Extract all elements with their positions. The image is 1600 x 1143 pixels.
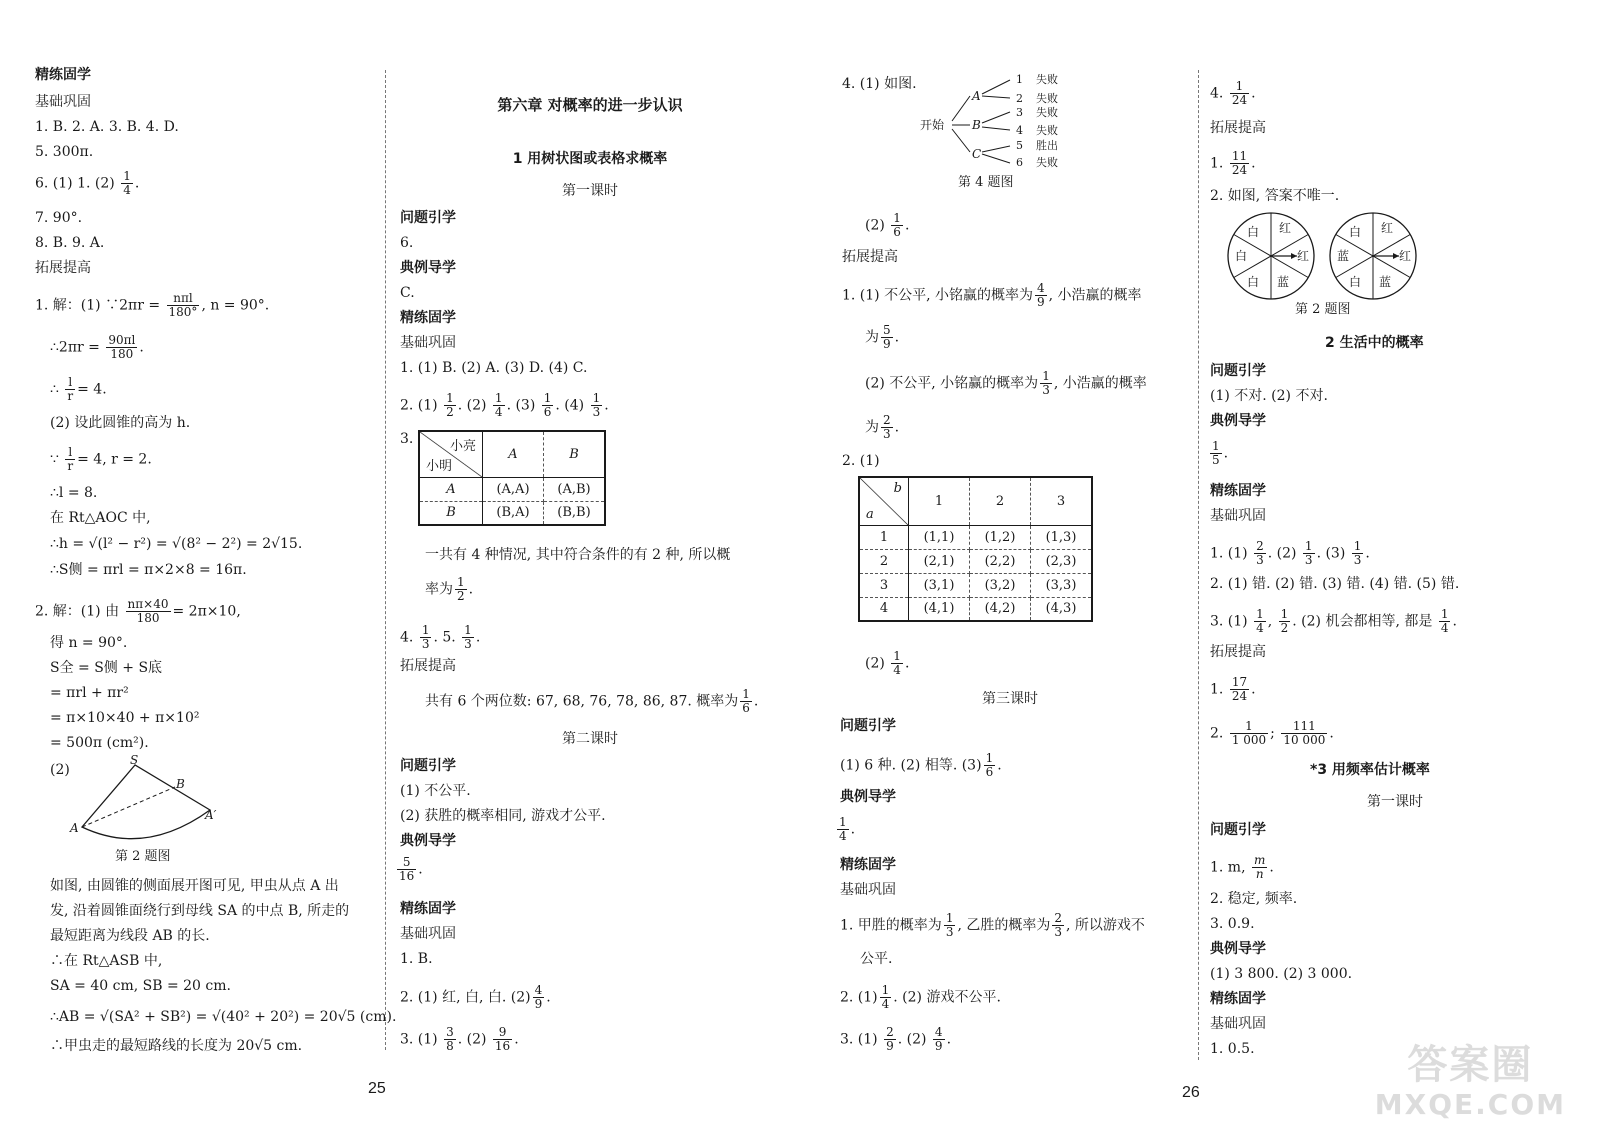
label-a-prime: A′ — [205, 808, 217, 822]
table-cell: 4 — [859, 597, 909, 621]
heading-jlgx: 精练固学 — [400, 310, 456, 326]
table-cell: (3,3) — [1031, 573, 1093, 597]
table-header-cell: 3 — [1031, 477, 1093, 525]
table-cell: (1,2) — [970, 525, 1031, 549]
answer-line: 1. B. — [400, 951, 433, 967]
fraction: $\frac{17}{24}$ — [1231, 675, 1248, 703]
table-cell: (2,2) — [970, 549, 1031, 573]
table-cell: 3 — [859, 573, 909, 597]
answer-line: 1. (1) 不公平, 小铭赢的概率为 $\frac{4}{9}$ , 小浩赢的概率 — [842, 281, 1142, 309]
label-b: B — [176, 777, 185, 791]
fraction: $\frac{1}{3}$ — [1042, 369, 1050, 397]
tree-leaf-number: 5 — [1016, 139, 1023, 152]
heading-dlds: 典例导学 — [400, 260, 456, 276]
fraction: $\frac{1}{2}$ — [457, 575, 465, 603]
figure-caption: 第 2 题图 — [1295, 302, 1351, 317]
table-cell: (4,1) — [909, 597, 970, 621]
tree-leaf-result: 失败 — [1036, 106, 1058, 119]
answer-line: 1. 甲胜的概率为 $\frac{1}{3}$ , 乙胜的概率为 $\frac{2}{3}$ , 所以游戏不 — [840, 911, 1145, 939]
heading-jlgx: 精练固学 — [1210, 483, 1266, 499]
fraction: $\frac{2}{3}$ — [1054, 911, 1062, 939]
answer-line: 4. (1) 如图. — [842, 76, 917, 92]
solution-line: 2. 解：(1) 由 $\frac{n\pi\times 40}{180}$ = 2π×10, — [35, 597, 241, 625]
paragraph-line: ∴在 Rt△ASB 中, — [50, 953, 163, 969]
answer-line: 为 $\frac{2}{3}$ . — [865, 413, 900, 441]
heading-jlgx: 精练固学 — [35, 67, 91, 83]
answer-line: (1) 3 800. (2) 3 000. — [1210, 966, 1353, 982]
answer-line: (1) 不对. (2) 不对. — [1210, 388, 1328, 404]
label-s: S — [130, 755, 139, 767]
fraction: $\frac{1}{2}$ — [1280, 607, 1289, 635]
fraction: $\frac{n\pi\times 40}{180}$ — [127, 597, 169, 625]
solution-line: (2) 设此圆锥的高为 h. — [50, 415, 191, 431]
column-2 — [390, 0, 790, 1100]
table-cell: 1 — [859, 525, 909, 549]
answer-line: 7. 90°. — [35, 210, 83, 226]
fraction: $\frac{1}{1 000}$ — [1231, 719, 1267, 747]
solution-line: = πrl + πr² — [50, 685, 129, 701]
solution-line: ∴ $\frac{l}{r}$ = 4. — [50, 375, 107, 403]
table-header-cell: 2 — [970, 477, 1031, 525]
tree-node-b: B — [972, 118, 981, 132]
table-row — [859, 525, 1092, 549]
column-4 — [1205, 0, 1585, 1100]
paragraph-line: 发, 沿着圆锥面绕行到母线 SA 的中点 B, 所走的 — [50, 903, 350, 919]
answer-line: 3. (1) $\frac{3}{8}$ . (2) $\frac{9}{16}$ . — [400, 1025, 519, 1053]
answer-line: (1) 不公平. — [400, 783, 471, 799]
solution-line: ∴2πr = $\frac{90\pi l}{180}$ . — [50, 333, 144, 361]
fraction: $\frac{4}{9}$ — [934, 1025, 943, 1053]
fraction: $\frac{1}{24}$ — [1231, 79, 1248, 107]
solution-line: ∵ $\frac{l}{r}$ = 4, r = 2. — [50, 445, 152, 473]
fraction: $\frac{1}{5}$ — [1212, 439, 1220, 467]
tree-node-a: A — [972, 89, 981, 103]
fraction: $\frac{2}{3}$ — [1256, 539, 1264, 567]
fraction: $\frac{2}{3}$ — [883, 413, 891, 441]
tree-leaf-number: 4 — [1016, 124, 1023, 137]
spinner-sector-label: 红 — [1297, 249, 1310, 263]
heading-wtyx: 问题引学 — [840, 718, 896, 734]
fraction: $\frac{1}{6}$ — [893, 211, 901, 239]
answer-line: 3. (1) $\frac{2}{9}$ . (2) $\frac{4}{9}$ . — [840, 1025, 952, 1053]
answer-line: 2. (1) $\frac{1}{2}$ . (2) $\frac{1}{4}$ . (3) $\frac{1}{6}$ . (4) $\frac{1}{3}$ . — [400, 391, 609, 419]
column-1 — [0, 0, 397, 1100]
spinner-sector-label: 红 — [1381, 221, 1394, 235]
fraction: $\frac{1}{4}$ — [494, 391, 503, 419]
fraction: $\frac{1}{3}$ — [1353, 539, 1362, 567]
solution-line: 得 n = 90°. — [50, 635, 128, 651]
spinner-left — [1225, 210, 1317, 302]
answer-line: 1. $\frac{17}{24}$ . — [1210, 675, 1256, 703]
answer-line: 共有 6 个两位数: 67, 68, 76, 78, 86, 87. 概率为 $\frac{1}{6}$ . — [425, 687, 759, 715]
fraction: $\frac{90\pi l}{180}$ — [108, 333, 136, 361]
column-divider — [385, 70, 386, 1050]
fraction: $\frac{1}{6}$ — [742, 687, 750, 715]
answer-line: $\frac{1}{5}$ . — [1212, 439, 1229, 467]
spinner-sector-label: 白 — [1349, 275, 1362, 289]
tree-leaf-result: 失败 — [1036, 156, 1058, 169]
heading-jlgx: 精练固学 — [400, 901, 456, 917]
table-cell: (A,A) — [483, 477, 544, 501]
table-row — [419, 431, 605, 477]
heading-wtyx: 问题引学 — [400, 210, 456, 226]
heading-jlgx: 精练固学 — [1210, 991, 1266, 1007]
answer-line: 2. (1) — [842, 453, 880, 469]
lesson-title: 第一课时 — [1367, 794, 1423, 810]
table-cell: (B,A) — [483, 501, 544, 525]
spinner-sector-label: 白 — [1247, 225, 1260, 239]
table-row — [859, 573, 1092, 597]
tree-leaf-number: 3 — [1016, 106, 1023, 119]
dashed-segment-ab — [82, 787, 175, 827]
heading-jcgg: 基础巩固 — [1210, 1016, 1266, 1032]
table-cell: B — [419, 501, 483, 525]
fraction: $\frac{2}{9}$ — [886, 1025, 894, 1053]
watermark — [1374, 1042, 1566, 1125]
answer-line: 5. 300π. — [35, 144, 94, 160]
answer-line: 4. $\frac{1}{24}$ . — [1210, 79, 1256, 107]
fraction: $\frac{11}{24}$ — [1231, 149, 1248, 177]
paragraph-line: 如图, 由圆锥的侧面展开图可见, 甲虫从点 A 出 — [50, 878, 339, 894]
heading-wtyx: 问题引学 — [1210, 363, 1266, 379]
solution-line: = π×10×40 + π×10² — [50, 710, 200, 726]
heading-tzts: 拓展提高 — [842, 249, 898, 265]
fraction: $\frac{1}{4}$ — [839, 815, 847, 843]
tree-leaf-number: 1 — [1016, 73, 1023, 86]
answer-line: (2) $\frac{1}{4}$ . — [865, 649, 910, 677]
tree-leaf-number: 2 — [1016, 92, 1023, 105]
column-3 — [830, 0, 1190, 1100]
answer-line: 3. (1) $\frac{1}{4}$ , $\frac{1}{2}$ . (2) 机会都相等, 都是 $\frac{1}{4}$ . — [1210, 607, 1457, 635]
solution-line: ∴l = 8. — [50, 485, 98, 501]
table-cell: (2,1) — [909, 549, 970, 573]
answer-line: (2) 不公平, 小铭赢的概率为 $\frac{1}{3}$ , 小浩赢的概率 — [865, 369, 1147, 397]
column-divider — [1198, 70, 1199, 1060]
tree-start-label: 开始 — [920, 118, 945, 132]
table-row — [859, 549, 1092, 573]
answer-line: 2. 如图, 答案不唯一. — [1210, 188, 1340, 204]
fraction: $\frac{1}{2}$ — [446, 391, 454, 419]
page-number-right: 26 — [1182, 1084, 1200, 1101]
tree-leaf-result: 胜出 — [1036, 139, 1058, 152]
heading-dlds: 典例导学 — [1210, 941, 1266, 957]
watermark-logo-text: 答案圈 — [1407, 1042, 1534, 1088]
tree-leaf-result: 失败 — [1036, 92, 1058, 105]
spinner-sector-label: 红 — [1279, 221, 1292, 235]
heading-jcgg: 基础巩固 — [400, 926, 456, 942]
fraction: $\frac{1}{4}$ — [1440, 607, 1449, 635]
answer-line: 8. B. 9. A. — [35, 235, 105, 251]
heading-jcgg: 基础巩固 — [35, 94, 91, 110]
solution-line: 1. 解：(1) ∵2πr = $\frac{\text{nπl}}{180^\circ}$ , n = 90°. — [35, 291, 270, 319]
fraction: $\frac{1}{4}$ — [123, 169, 131, 197]
fraction: $\frac{4}{9}$ — [534, 983, 543, 1011]
answer-line: 1. (1) $\frac{2}{3}$ . (2) $\frac{1}{3}$ . (3) $\frac{1}{3}$ . — [1210, 539, 1370, 567]
tree-diagram — [920, 70, 1120, 174]
heading-wtyx: 问题引学 — [1210, 822, 1266, 838]
figure-caption: 第 2 题图 — [115, 849, 171, 864]
heading-tzts: 拓展提高 — [1210, 120, 1266, 136]
table-row — [859, 597, 1092, 621]
fraction: $\frac{l}{r}$ — [67, 445, 74, 473]
spinner-sector-label: 白 — [1235, 249, 1248, 263]
solution-line: (2) — [50, 762, 70, 778]
lesson-title: 第一课时 — [562, 183, 618, 199]
fraction: $\frac{1}{3}$ — [1304, 539, 1313, 567]
answer-line: 6. — [400, 235, 414, 251]
table-header-cell: B — [544, 431, 606, 477]
fraction: $\frac{1}{3}$ — [945, 911, 954, 939]
answer-line: 3. — [400, 431, 414, 447]
heading-dlds: 典例导学 — [400, 833, 456, 849]
fraction: $\frac{5}{9}$ — [883, 323, 891, 351]
fraction: $\frac{m}{n}$ — [1254, 853, 1266, 881]
paragraph-line: ∴甲虫走的最短路线的长度为 20√5 cm. — [50, 1038, 303, 1054]
lesson-title: 第三课时 — [982, 691, 1038, 707]
paragraph-line: SA = 40 cm, SB = 20 cm. — [50, 978, 231, 994]
figure-caption: 第 4 题图 — [958, 175, 1014, 190]
fraction: $\frac{1}{4}$ — [893, 649, 901, 677]
page-number-left: 25 — [368, 1080, 386, 1097]
answer-line: $\frac{5}{16}$ . — [399, 855, 423, 883]
section-title: 2 生活中的概率 — [1325, 335, 1424, 351]
table-cell: (3,2) — [970, 573, 1031, 597]
fraction: $\frac{5}{16}$ — [399, 855, 415, 883]
fraction: $\frac{111}{10 000}$ — [1283, 719, 1326, 747]
answer-line: 1. B. 2. A. 3. B. 4. D. — [35, 119, 179, 135]
spinner-sector-label: 蓝 — [1337, 249, 1350, 263]
table-header-cell: 1 — [909, 477, 970, 525]
answer-line: 为 $\frac{5}{9}$ . — [865, 323, 900, 351]
answer-line: 1. $\frac{11}{24}$ . — [1210, 149, 1256, 177]
answer-line: 1. (1) B. (2) A. (3) D. (4) C. — [400, 360, 588, 376]
answer-line: 6. (1) 1. (2) $\frac{1}{4}$ . — [35, 169, 140, 197]
answer-line: 2. 稳定, 频率. — [1210, 891, 1298, 907]
heading-dlds: 典例导学 — [1210, 413, 1266, 429]
answer-line: 2. (1) 错. (2) 错. (3) 错. (4) 错. (5) 错. — [1210, 576, 1460, 592]
chapter-title: 第六章 对概率的进一步认识 — [497, 96, 683, 114]
fraction: $\frac{1}{4}$ — [881, 983, 890, 1011]
table-cell: (1,1) — [909, 525, 970, 549]
fraction: $\frac{1}{4}$ — [1256, 607, 1264, 635]
paragraph-line: 率为 $\frac{1}{2}$ . — [425, 575, 474, 603]
answer-line: 3. 0.9. — [1210, 916, 1255, 932]
heading-jcgg: 基础巩固 — [1210, 508, 1266, 524]
answer-line: 2. (1) $\frac{1}{4}$ . (2) 游戏不公平. — [840, 983, 1001, 1011]
label-a: A — [70, 821, 79, 835]
solution-line: ∴h = √(l² − r²) = √(8² − 2²) = 2√15. — [50, 536, 303, 552]
tree-leaf-result: 失败 — [1036, 124, 1058, 137]
answer-line: 公平. — [860, 951, 893, 967]
fraction: $\frac{9}{16}$ — [494, 1025, 511, 1053]
outcome-table — [858, 476, 1093, 622]
fraction: $\frac{1}{6}$ — [543, 391, 552, 419]
table-cell: (4,3) — [1031, 597, 1093, 621]
fraction: $\frac{3}{8}$ — [446, 1025, 454, 1053]
table-row — [419, 477, 605, 501]
answer-line: (1) 6 种. (2) 相等. (3) $\frac{1}{6}$ . — [840, 751, 1002, 779]
solution-line: S全 = S侧 + S底 — [50, 660, 163, 676]
answer-line: (2) 获胜的概率相同, 游戏才公平. — [400, 808, 606, 824]
table-cell: 2 — [859, 549, 909, 573]
fraction: $\frac{l}{r}$ — [67, 375, 74, 403]
lesson-title: 第二课时 — [562, 731, 618, 747]
spinner-sector-label: 白 — [1349, 225, 1362, 239]
fraction: $\frac{1}{6}$ — [985, 751, 994, 779]
answer-line: 2. (1) 红, 白, 白. (2) $\frac{4}{9}$ . — [400, 983, 551, 1011]
heading-tzts: 拓展提高 — [35, 260, 91, 276]
solution-line: ∴S侧 = πrl = π×2×8 = 16π. — [50, 562, 247, 578]
spinner-sector-label: 白 — [1247, 275, 1260, 289]
table-header-cell: A — [483, 431, 544, 477]
sector-outline — [82, 765, 210, 839]
table-cell: (3,1) — [909, 573, 970, 597]
spinner-sector-label: 蓝 — [1277, 275, 1290, 289]
fraction: $\frac{\text{nπl}}{180^\circ}$ — [168, 291, 198, 319]
heading-jcgg: 基础巩固 — [840, 882, 896, 898]
heading-tzts: 拓展提高 — [400, 658, 456, 674]
spinner-right — [1327, 210, 1419, 302]
spinner-sector-label: 蓝 — [1379, 275, 1392, 289]
table-cell: (A,B) — [544, 477, 606, 501]
table-cell: (4,2) — [970, 597, 1031, 621]
fraction: $\frac{1}{3}$ — [592, 391, 601, 419]
table-corner-cell: 小亮 小明 — [419, 431, 483, 477]
table-cell: (1,3) — [1031, 525, 1093, 549]
answer-line: $\frac{1}{4}$ . — [839, 815, 856, 843]
table-cell: A — [419, 477, 483, 501]
heading-dlds: 典例导学 — [840, 789, 896, 805]
table-corner-cell: b a — [859, 477, 909, 525]
answer-line: 1. 0.5. — [1210, 1041, 1255, 1057]
answer-line: (2) $\frac{1}{6}$ . — [865, 211, 910, 239]
tree-leaf-result: 失败 — [1036, 73, 1058, 86]
cone-unfold-figure — [60, 755, 230, 850]
answer-line: 2. $\frac{1}{1 000}$ ; $\frac{111}{10 000}$ . — [1210, 719, 1334, 747]
solution-line: = 500π (cm²). — [50, 735, 149, 751]
table-row — [859, 477, 1092, 525]
table-row — [419, 501, 605, 525]
section-title: 1 用树状图或表格求概率 — [512, 151, 668, 167]
outcome-table — [418, 430, 606, 526]
answer-line: 4. $\frac{1}{3}$ . 5. $\frac{1}{3}$ . — [400, 623, 481, 651]
spinner-sector-label: 红 — [1399, 249, 1412, 263]
solution-line: 在 Rt△AOC 中, — [50, 510, 151, 526]
table-cell: (B,B) — [544, 501, 606, 525]
watermark-url: MXQE.COM — [1374, 1088, 1566, 1121]
paragraph-line: 一共有 4 种情况, 其中符合条件的有 2 种, 所以概 — [425, 547, 731, 563]
tree-node-c: C — [972, 147, 982, 161]
fraction: $\frac{1}{3}$ — [421, 623, 430, 651]
paragraph-line: ∴AB = √(SA² + SB²) = √(40² + 20²) = 20√5 (cm). — [50, 1009, 397, 1025]
heading-wtyx: 问题引学 — [400, 758, 456, 774]
heading-jcgg: 基础巩固 — [400, 335, 456, 351]
fraction: $\frac{1}{3}$ — [464, 623, 472, 651]
answer-line: 1. m, $\frac{m}{n}$ . — [1210, 853, 1274, 881]
heading-jlgx: 精练固学 — [840, 857, 896, 873]
tree-leaf-number: 6 — [1016, 156, 1023, 169]
section-title: *3 用频率估计概率 — [1310, 762, 1430, 778]
fraction: $\frac{4}{9}$ — [1037, 281, 1045, 309]
paragraph-line: 最短距离为线段 AB 的长. — [50, 928, 210, 944]
heading-tzts: 拓展提高 — [1210, 644, 1266, 660]
answer-line: C. — [400, 285, 415, 301]
table-cell: (2,3) — [1031, 549, 1093, 573]
